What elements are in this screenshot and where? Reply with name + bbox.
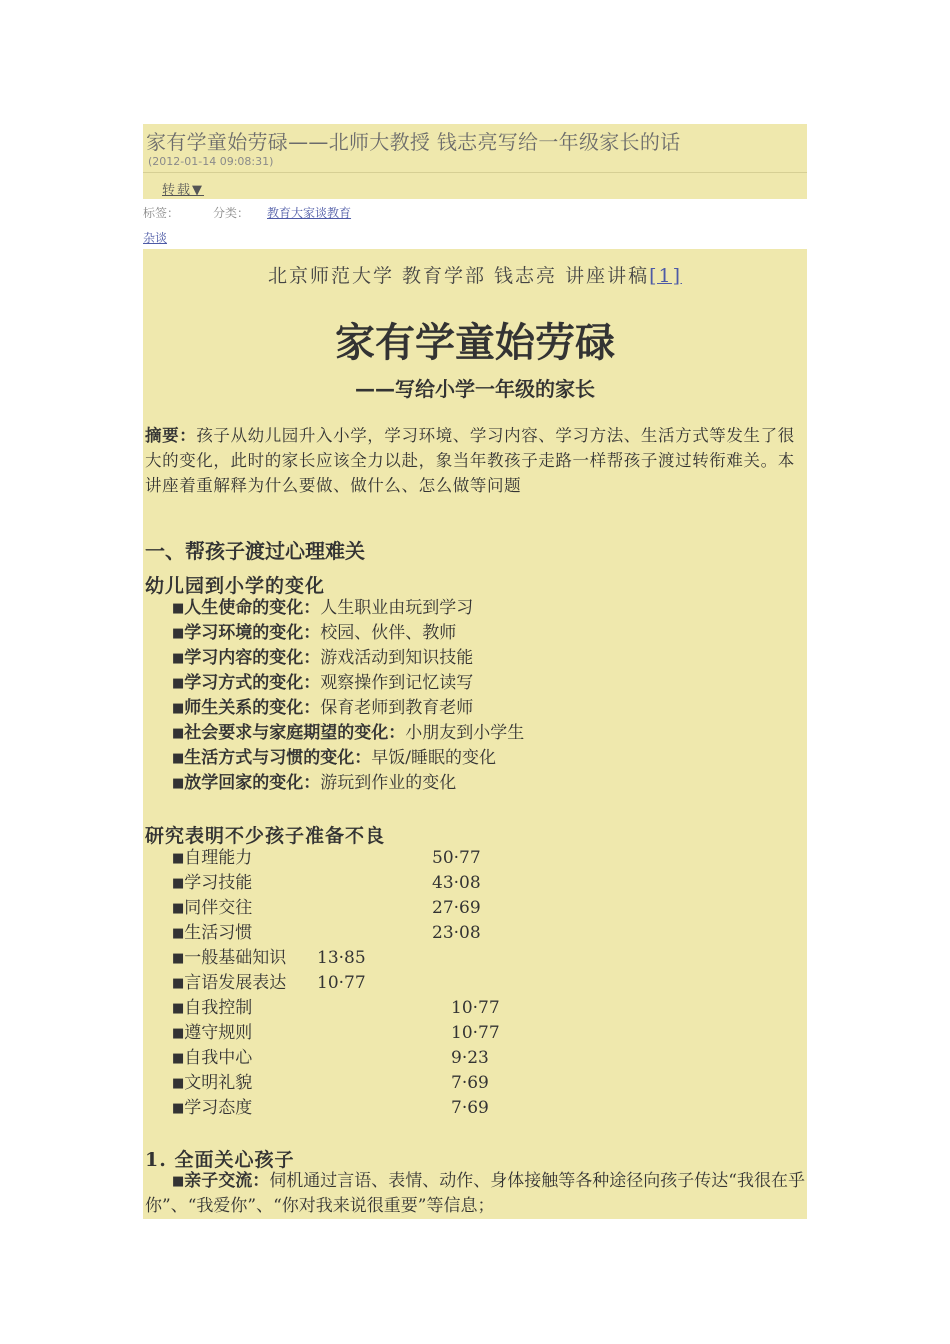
blog-post-title: 家有学童始劳碌——北师大教授 钱志亮写给一年级家长的话 [146, 130, 681, 154]
square-bullet-icon: ■ [172, 876, 185, 891]
repost-button[interactable]: 转载▼ [162, 183, 204, 198]
changes-heading: 幼儿园到小学的变化 [145, 575, 326, 597]
tags-label: 标签： [143, 206, 180, 220]
square-bullet-icon: ■ [172, 601, 185, 616]
abstract-label: 摘要： [145, 426, 197, 445]
blog-header [143, 124, 807, 199]
list-item: ■学习技能 43·08 [172, 873, 481, 893]
square-bullet-icon: ■ [172, 776, 185, 791]
header-divider [143, 172, 807, 173]
square-bullet-icon: ■ [172, 726, 185, 741]
section-heading: 一、帮孩子渡过心理难关 [145, 539, 365, 563]
list-item: ■遵守规则 10·77 [172, 1023, 500, 1043]
list-item: ■文明礼貌 7·69 [172, 1073, 489, 1093]
square-bullet-icon: ■ [172, 926, 185, 941]
square-bullet-icon: ■ [172, 626, 185, 641]
list-item: ■学习方式的变化：观察操作到记忆读写 [172, 673, 474, 693]
list-item: ■同伴交往 27·69 [172, 898, 481, 918]
list-item: ■学习环境的变化：校园、伙伴、教师 [172, 623, 457, 643]
post-meta [143, 204, 351, 221]
list-item: ■学习内容的变化：游戏活动到知识技能 [172, 648, 474, 668]
square-bullet-icon: ■ [172, 851, 185, 866]
category-label: 分类： [213, 206, 250, 220]
article-body [143, 249, 807, 1219]
list-item: ■自我中心 9·23 [172, 1048, 489, 1068]
square-bullet-icon: ■ [172, 1051, 185, 1066]
category-link-2[interactable]: 杂谈 [143, 231, 168, 245]
article-subtitle: ——写给小学一年级的家长 [355, 377, 595, 401]
square-bullet-icon: ■ [172, 701, 185, 716]
list-item: ■一般基础知识 13·85 [172, 948, 366, 968]
list-item: ■社会要求与家庭期望的变化：小朋友到小学生 [172, 723, 525, 743]
list-item: ■自我控制 10·77 [172, 998, 500, 1018]
square-bullet-icon: ■ [172, 1101, 185, 1116]
list-item: ■自理能力 50·77 [172, 848, 481, 868]
list-item: ■生活方式与习惯的变化：早饭/睡眠的变化 [172, 748, 497, 768]
square-bullet-icon: ■ [172, 1076, 185, 1091]
category-link[interactable]: 教育大家谈教育 [267, 206, 352, 220]
square-bullet-icon: ■ [172, 651, 185, 666]
article-title: 家有学童始劳碌 [335, 320, 615, 366]
square-bullet-icon: ■ [172, 976, 185, 991]
care-text: 伺机通过言语、表情、动作、身体接触等各种途径向孩子传达“我很在乎你”、“我爱你”、“你对我来说很重要”等信息； [145, 1171, 805, 1216]
abstract [145, 423, 807, 498]
square-bullet-icon: ■ [172, 676, 185, 691]
square-bullet-icon: ■ [172, 1026, 185, 1041]
square-bullet-icon: ■ [172, 1001, 185, 1016]
post-date: (2012-01-14 09:08:31) [148, 155, 274, 168]
lecture-source: 北京师范大学 教育学部 钱志亮 讲座讲稿 [267, 265, 650, 287]
research-list [172, 846, 772, 1121]
care-paragraph [145, 1169, 807, 1219]
list-item: ■放学回家的变化：游玩到作业的变化 [172, 773, 457, 793]
research-heading: 研究表明不少孩子准备不良 [145, 825, 386, 847]
care-label: 亲子交流： [184, 1171, 270, 1191]
list-item: ■生活习惯 23·08 [172, 923, 481, 943]
square-bullet-icon: ■ [172, 901, 185, 916]
list-item: ■人生使命的变化：人生职业由玩到学习 [172, 598, 474, 618]
lecture-line [143, 261, 807, 288]
square-bullet-icon: ■ [172, 1174, 185, 1189]
list-item: ■学习态度 7·69 [172, 1098, 489, 1118]
abstract-text: 孩子从幼儿园升入小学，学习环境、学习内容、学习方法、生活方式等发生了很大的变化，此时的家长应该全力以赴，象当年教孩子走路一样帮孩子渡过转衔难关。本讲座着重解释为什么要做、做什么、怎么做等问题 [145, 426, 795, 495]
footnote-ref-link[interactable]: [1] [649, 265, 683, 287]
square-bullet-icon: ■ [172, 951, 185, 966]
care-heading: 1. 全面关心孩子 [145, 1149, 295, 1171]
square-bullet-icon: ■ [172, 751, 185, 766]
list-item: ■言语发展表达 10·77 [172, 973, 366, 993]
list-item: ■师生关系的变化：保育老师到教育老师 [172, 698, 474, 718]
changes-list [172, 596, 524, 796]
